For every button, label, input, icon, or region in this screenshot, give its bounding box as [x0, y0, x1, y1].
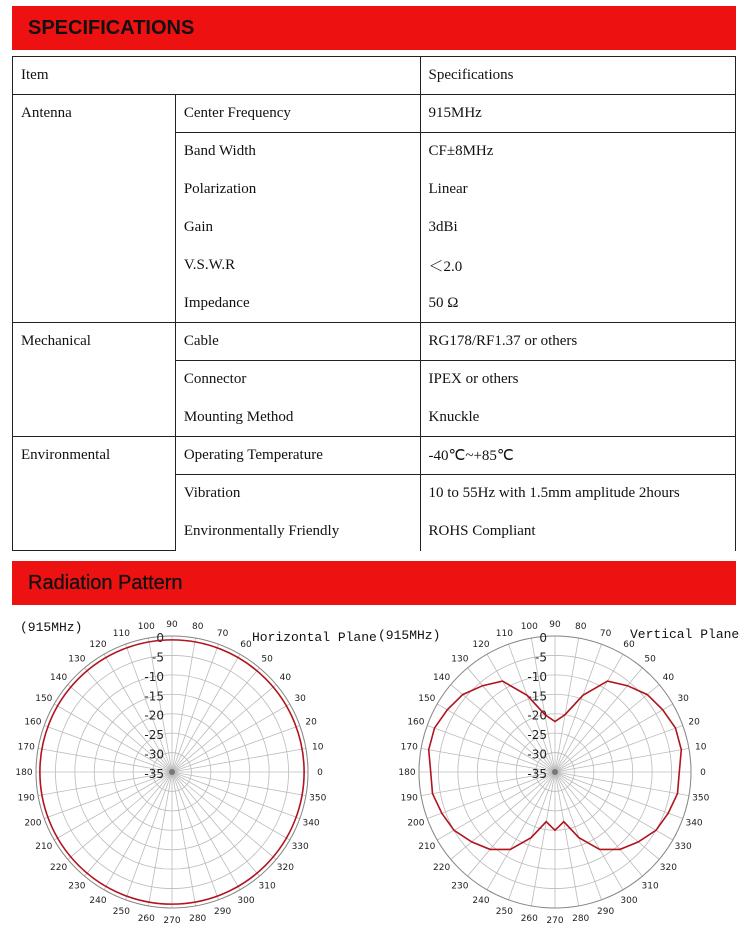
angle-tick-label: 250: [495, 907, 513, 918]
parameter-cell: Environmentally Friendly: [175, 513, 420, 551]
angle-tick-label: 320: [659, 863, 677, 874]
parameter-cell: V.S.W.R: [175, 247, 420, 285]
angle-tick-label: 340: [302, 818, 320, 829]
vertical-polar-chart: [383, 612, 743, 931]
value-cell: CF±8MHz: [420, 133, 736, 171]
angle-tick-label: 0: [317, 768, 323, 778]
angle-tick-label: 90: [549, 620, 561, 630]
center-marker: [552, 769, 558, 775]
angle-tick-label: 200: [24, 818, 42, 829]
angle-tick-label: 0: [700, 768, 706, 778]
angle-tick-label: 320: [276, 863, 294, 874]
angle-tick-label: 180: [15, 768, 33, 778]
parameter-cell: Center Frequency: [175, 95, 420, 133]
value-cell: ＜2.0: [420, 247, 736, 285]
angle-tick-label: 230: [451, 881, 469, 892]
angle-tick-label: 90: [166, 620, 178, 630]
center-marker: [169, 769, 175, 775]
value-cell: ROHS Compliant: [420, 513, 736, 551]
angle-tick-label: 210: [418, 842, 436, 852]
value-cell: 915MHz: [420, 95, 736, 133]
angle-tick-label: 200: [407, 818, 425, 829]
angle-tick-label: 290: [597, 907, 615, 918]
angle-tick-label: 190: [400, 793, 418, 804]
angle-tick-label: 120: [472, 639, 490, 650]
angle-tick-label: 280: [572, 913, 590, 924]
header-specifications: Specifications: [420, 57, 736, 95]
vertical-frequency-label: (915MHz): [378, 628, 441, 643]
angle-tick-label: 300: [237, 896, 255, 907]
parameter-cell: Operating Temperature: [175, 437, 420, 475]
angle-tick-label: 310: [258, 881, 276, 892]
angle-tick-label: 190: [17, 793, 35, 804]
angle-tick-label: 30: [677, 694, 689, 704]
angle-tick-label: 330: [674, 842, 692, 852]
angle-tick-label: 290: [214, 907, 232, 918]
angle-tick-label: 280: [189, 913, 207, 924]
angle-tick-label: 160: [407, 717, 425, 728]
angle-tick-label: 180: [398, 768, 416, 778]
angle-tick-label: 170: [17, 742, 35, 753]
group-label: Antenna: [13, 95, 176, 323]
parameter-cell: Polarization: [175, 171, 420, 209]
angle-tick-label: 150: [35, 694, 53, 704]
header-item: Item: [13, 57, 421, 95]
radiation-pattern-banner: [12, 561, 736, 605]
angle-tick-label: 70: [216, 628, 229, 639]
specifications-table: [12, 56, 736, 551]
angle-tick-label: 350: [692, 793, 710, 804]
angle-tick-label: 270: [546, 916, 564, 926]
radial-tick-label: -20: [527, 708, 547, 723]
radial-tick-label: -35: [527, 767, 547, 781]
angle-tick-label: 40: [662, 672, 675, 683]
parameter-cell: Vibration: [175, 475, 420, 513]
table-row: [13, 437, 736, 475]
angle-tick-label: 340: [685, 818, 703, 829]
parameter-cell: Mounting Method: [175, 399, 420, 437]
angle-tick-label: 110: [495, 628, 513, 639]
group-label: Mechanical: [13, 323, 176, 437]
parameter-cell: Gain: [175, 209, 420, 247]
radial-tick-label: -25: [144, 728, 164, 743]
angle-tick-label: 260: [137, 913, 155, 924]
table-header-row: [13, 57, 736, 95]
angle-tick-label: 30: [294, 694, 306, 704]
radial-tick-label: -30: [144, 747, 164, 762]
group-label: Environmental: [13, 437, 176, 551]
horizontal-polar-chart: [0, 612, 360, 931]
angle-tick-label: 350: [309, 793, 327, 804]
angle-tick-label: 110: [112, 628, 130, 639]
angle-tick-label: 20: [688, 717, 700, 728]
angle-tick-label: 80: [191, 622, 204, 633]
angle-tick-label: 240: [89, 896, 107, 907]
angle-tick-label: 150: [418, 694, 436, 704]
specifications-banner: [12, 6, 736, 50]
horizontal-plane-title: Horizontal Plane: [252, 630, 377, 645]
vertical-plane-title: Vertical Plane: [630, 627, 740, 642]
angle-tick-label: 50: [261, 654, 273, 665]
angle-tick-label: 310: [641, 881, 659, 892]
radial-tick-label: -25: [527, 728, 547, 743]
angle-tick-label: 170: [400, 742, 418, 753]
angle-tick-label: 120: [89, 639, 107, 650]
angle-tick-label: 60: [240, 639, 252, 650]
parameter-cell: Band Width: [175, 133, 420, 171]
angle-tick-label: 50: [644, 654, 656, 665]
angle-tick-label: 240: [472, 896, 490, 907]
value-cell: -40℃~+85℃: [420, 437, 736, 475]
angle-tick-label: 330: [291, 842, 309, 852]
radial-tick-label: -20: [144, 708, 164, 723]
value-cell: Knuckle: [420, 399, 736, 437]
radial-tick-label: 0: [539, 631, 547, 645]
angle-tick-label: 70: [599, 628, 612, 639]
radial-tick-label: -15: [527, 689, 547, 704]
angle-tick-label: 80: [574, 622, 587, 633]
radial-tick-label: -5: [535, 650, 547, 665]
parameter-cell: Connector: [175, 361, 420, 399]
angle-tick-label: 130: [68, 654, 86, 665]
angle-tick-label: 40: [279, 672, 292, 683]
angle-tick-label: 10: [695, 742, 707, 753]
angle-tick-label: 140: [433, 672, 451, 683]
radial-tick-label: -35: [144, 767, 164, 781]
parameter-cell: Cable: [175, 323, 420, 361]
angle-tick-label: 140: [50, 672, 68, 683]
value-cell: RG178/RF1.37 or others: [420, 323, 736, 361]
angle-tick-label: 260: [520, 913, 538, 924]
radial-tick-label: 0: [156, 631, 164, 645]
radial-tick-label: -10: [144, 669, 164, 684]
angle-tick-label: 220: [50, 863, 68, 874]
angle-tick-label: 300: [620, 896, 638, 907]
radial-tick-label: -10: [527, 669, 547, 684]
angle-tick-label: 100: [520, 622, 538, 633]
radial-tick-label: -15: [144, 689, 164, 704]
value-cell: Linear: [420, 171, 736, 209]
angle-tick-label: 20: [305, 717, 317, 728]
radial-tick-label: -30: [527, 747, 547, 762]
angle-tick-label: 160: [24, 717, 42, 728]
radial-tick-label: -5: [152, 650, 164, 665]
value-cell: 50 Ω: [420, 285, 736, 323]
angle-tick-label: 100: [137, 622, 155, 633]
angle-tick-label: 230: [68, 881, 86, 892]
table-row: [13, 323, 736, 361]
angle-tick-label: 250: [112, 907, 130, 918]
parameter-cell: Impedance: [175, 285, 420, 323]
specifications-title: SPECIFICATIONS: [28, 16, 195, 39]
angle-tick-label: 60: [623, 639, 635, 650]
horizontal-frequency-label: (915MHz): [20, 620, 83, 635]
angle-tick-label: 220: [433, 863, 451, 874]
value-cell: 3dBi: [420, 209, 736, 247]
radiation-pattern-title: Radiation Pattern: [28, 571, 183, 594]
angle-tick-label: 10: [312, 742, 324, 753]
angle-tick-label: 130: [451, 654, 469, 665]
angle-tick-label: 270: [163, 916, 181, 926]
angle-tick-label: 210: [35, 842, 53, 852]
value-cell: IPEX or others: [420, 361, 736, 399]
table-row: [13, 95, 736, 133]
value-cell: 10 to 55Hz with 1.5mm amplitude 2hours: [420, 475, 736, 513]
